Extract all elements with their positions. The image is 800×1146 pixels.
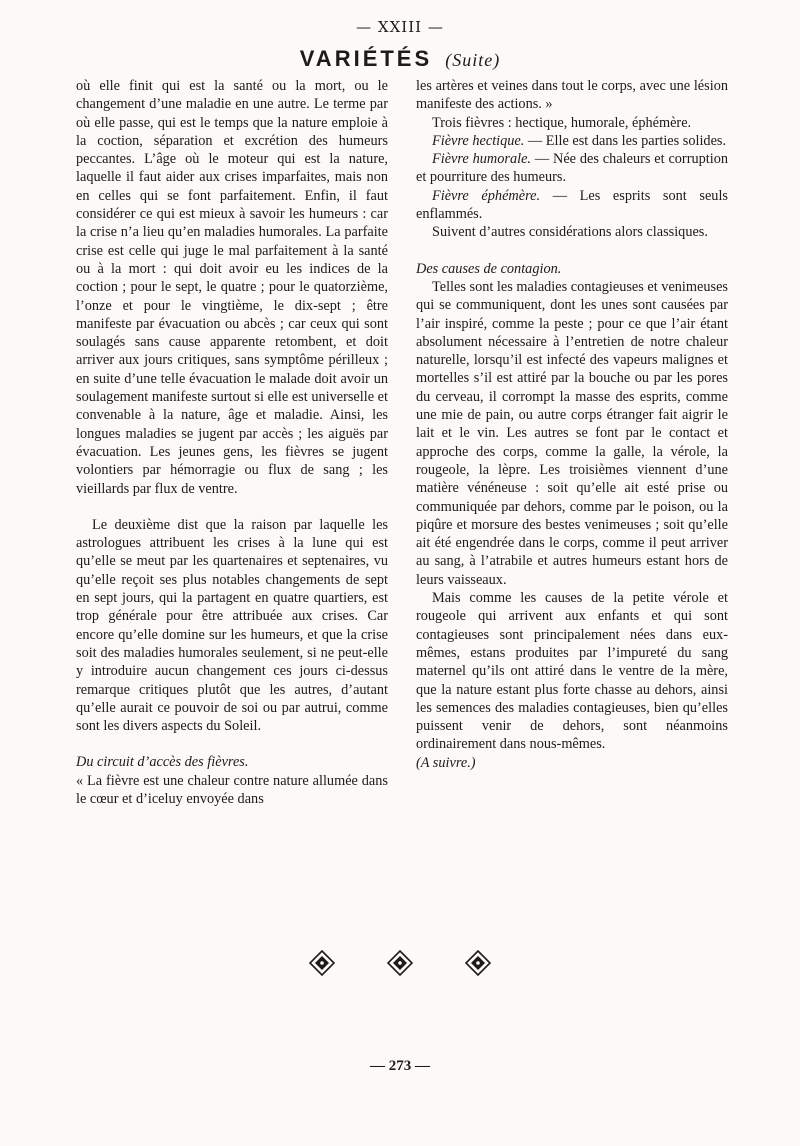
fievre-ephemere xyxy=(416,187,728,224)
right-paragraph-4: Telles sont les maladies contagieuses et venimeuses qui se communiquent, dont les unes sont causées par l’air inspiré, comme la peste ; pour ce que l’air étant absolument nécessaire à l’entretien de notre chaleur naturelle, lorsqu’il est infecté des vapeurs malignes et mortelles s’il est attiré par la bouche ou par les pores du cerveau, il corrompt la masse des esprits, comme une mie de pain, ou autre corps étranger fait aigrir le lait et le vin. Les autres se font par le contact et approche des corps, comme la galle, la vérole, la rougeole, la lèpre. Les troisièmes viennent d’une matière vénéneuse : soit qu’elle ait esté prise ou communiquée par dehors, comme par le poison, ou la piqûre et morsure des bestes venimeuses ; soit qu’elle ait été engendrée dans le corps, comme il peut arriver au sang, à l’atrabile et autres humeurs estant hors de leurs vaisseaux. xyxy=(416,278,728,588)
fievre-ephemere-text: — Les esprits sont seuls enflammés. xyxy=(416,187,728,223)
left-paragraph-2: Le deuxième dist que la raison par laquelle les astrologues attribuent les crises à la lune qui est qu’elle se meut par les quartenaires et septenaires, vu qu’elle reçoit ses plus notables changements de sept en sept jours, qui la partagent en quatre quartiers, est trop générale pour être attribuée aux crises. Car encore qu’elle domine sur les humeurs, et que la crise soit des maladies humorales seulement, si ne peut-elle y introduire aucun changement ces jours ci-dessus remarque critiques plutôt que les autres, d’autant qu’elle aurait ce pouvoir de soi ou par autrui, comme sont les divers aspects du Soleil. xyxy=(76,516,388,735)
page-number-bottom: — 273 — xyxy=(370,1058,430,1074)
section-heading-fievres: Du circuit d’accès des fièvres. xyxy=(76,754,249,771)
title-suite: (Suite) xyxy=(445,50,501,70)
diamond-ornament-icon xyxy=(387,950,413,976)
fievre-ephemere-label: Fièvre éphémère. xyxy=(432,187,541,204)
right-paragraph-5: Mais comme les causes de la petite vérole et rougeole qui arrivent aux enfants et qui sont contagieuses sont principalement nées dans eux-mêmes, estans produites par l’impureté du sang maternel qu’ils ont attiré dans le ventre de la mère, que la nature estant plus forte chasse au dehors, ainsi les semences des maladies contagieuses, bien qu’elles puissent venir de dehors, sont néanmoins ordinairement dans nous-mêmes. xyxy=(416,590,728,753)
fievre-humorale xyxy=(416,150,728,187)
left-paragraph-3: « La fièvre est une chaleur contre nature allumée dans le cœur et d’iceluy envoyée dans xyxy=(76,772,388,807)
fievre-hectique xyxy=(416,132,728,150)
title-main: VARIÉTÉS xyxy=(299,46,433,71)
right-column xyxy=(416,77,728,772)
ornament-row xyxy=(0,950,800,976)
diamond-ornament-icon xyxy=(465,950,491,976)
section-heading-contagion: Des causes de contagion. xyxy=(416,260,562,277)
page-title xyxy=(0,44,800,76)
left-column xyxy=(76,77,388,808)
right-paragraph-3: Suivent d’autres considérations alors classiques. xyxy=(432,224,708,241)
fievre-hectique-label: Fièvre hectique. xyxy=(432,132,525,149)
fievre-hectique-text: — Elle est dans les parties solides. xyxy=(524,132,727,149)
right-paragraph-1: les artères et veines dans tout le corps, avec une lésion manifeste des actions. » xyxy=(416,78,728,113)
page-number-top: — XXIII — xyxy=(356,18,444,36)
fievre-humorale-text: — Née des chaleurs et corruption et pourriture des humeurs. xyxy=(416,151,728,186)
right-paragraph-2: Trois fièvres : hectique, humorale, éphémère. xyxy=(432,114,692,131)
fievre-humorale-label: Fièvre humorale. xyxy=(432,151,532,168)
left-paragraph-1: où elle finit qui est la santé ou la mort, ou le changement d’une maladie en une autre. Le terme par où elle passe, qui est le temps que la nature emploie à la coction, séparation et excrétion des humeurs peccantes. L’âge où le moteur qui est la nature, laquelle il faut aider aux crises imparfaites, mais non en celles qui se font parfaitement. Enfin, il faut considérer ce qui est mieux à savoir les humeurs : car la crise n’a lieu qu’en maladies humorales. La parfaite crise est celle qui juge le mal parfaitement à la santé ou à la mort : qui doit avoir eu les indices de la coction ; pour le sept, le quatre ; pour le quatorzième, l’onze et pour le vingtième, le dix-sept ; être manifeste par évacuation ou abcès ; car ceux qui sont soulagés sans cause apparente retombent, et doit arriver aux jours critiques, sans symptôme périlleux ; en suite d’une telle évacuation le malade doit avoir un soulagement manifeste surtout si elle est universelle et convenable à la nature, âge et maladie. Ainsi, les longues maladies se jugent par accès ; les aiguës par évacuation. Les jeunes gens, les fièvres se jugent volontiers par hémorragie ou flux de sang ; les vieillards par flux de ventre. xyxy=(76,78,388,497)
a-suivre: (A suivre.) xyxy=(416,754,476,771)
diamond-ornament-icon xyxy=(309,950,335,976)
